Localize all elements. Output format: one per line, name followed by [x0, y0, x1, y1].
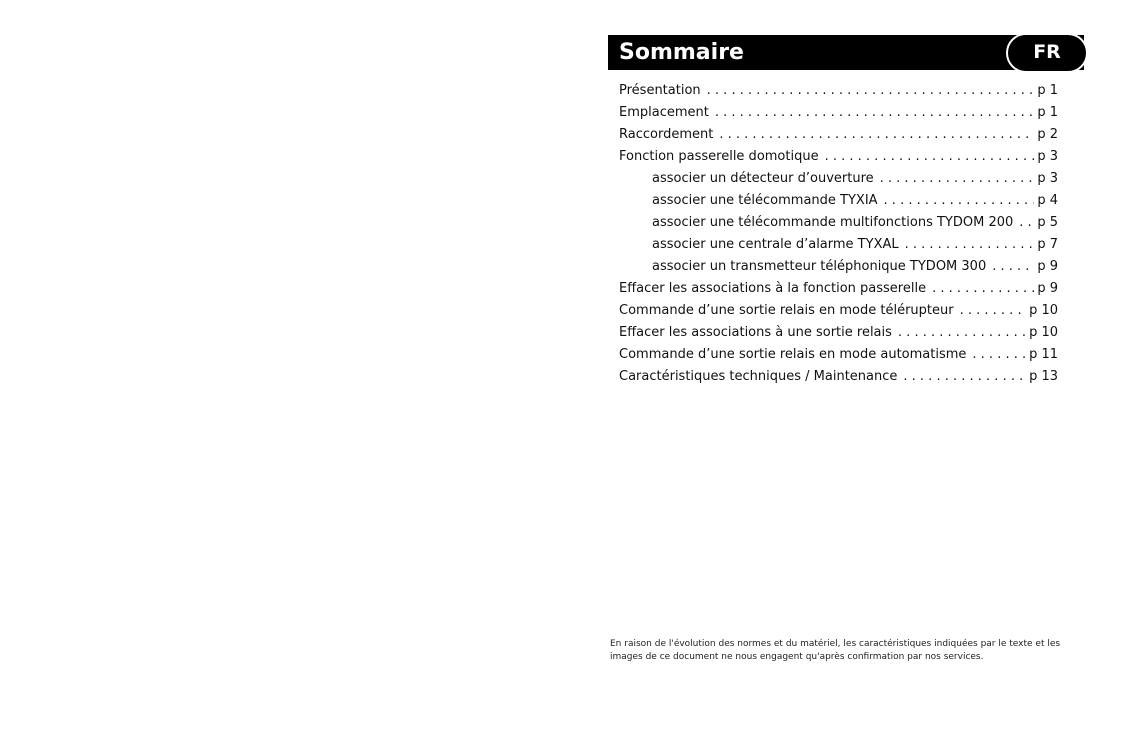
- toc-entry-label: Commande d’une sortie relais en mode télérupteur: [619, 303, 954, 318]
- toc-entry-page: p 2: [1037, 127, 1058, 142]
- toc-entry-label: associer un transmetteur téléphonique TYDOM 300: [652, 259, 987, 274]
- toc-dot-leader: [903, 366, 1026, 388]
- toc-dot-leader: [880, 168, 1035, 190]
- toc-entry-page: p 4: [1037, 193, 1058, 208]
- toc-dot-leader: [905, 234, 1035, 256]
- toc-dot-leader: [1019, 212, 1034, 234]
- toc-dot-leader: [992, 256, 1034, 278]
- table-of-contents: [619, 80, 1058, 388]
- toc-entry-page: p 5: [1037, 215, 1058, 230]
- toc-entry-page: p 7: [1037, 237, 1058, 252]
- toc-entry-page: p 13: [1029, 369, 1058, 384]
- page-title: Sommaire: [619, 40, 744, 65]
- toc-dot-leader: [715, 102, 1034, 124]
- toc-subentry: [619, 212, 1058, 234]
- toc-entry-page: p 3: [1037, 149, 1058, 164]
- toc-entry: [619, 124, 1058, 146]
- toc-entry-label: Emplacement: [619, 105, 709, 120]
- toc-entry-label: associer une télécommande TYXIA: [652, 193, 878, 208]
- toc-entry: [619, 322, 1058, 344]
- toc-dot-leader: [932, 278, 1034, 300]
- toc-subentry: [619, 256, 1058, 278]
- toc-entry-page: p 1: [1037, 83, 1058, 98]
- toc-entry: [619, 278, 1058, 300]
- toc-entry-label: associer un détecteur d’ouverture: [652, 171, 874, 186]
- toc-entry: [619, 300, 1058, 322]
- toc-entry: [619, 102, 1058, 124]
- toc-entry-page: p 9: [1037, 259, 1058, 274]
- toc-dot-leader: [898, 322, 1026, 344]
- toc-dot-leader: [972, 344, 1026, 366]
- toc-dot-leader: [719, 124, 1034, 146]
- toc-entry-label: Commande d’une sortie relais en mode automatisme: [619, 347, 967, 362]
- toc-entry-label: associer une télécommande multifonctions TYDOM 200: [652, 215, 1014, 230]
- toc-entry-label: Raccordement: [619, 127, 714, 142]
- toc-entry: [619, 146, 1058, 168]
- toc-subentry: [619, 234, 1058, 256]
- toc-entry-label: Présentation: [619, 83, 701, 98]
- toc-entry-page: p 1: [1037, 105, 1058, 120]
- toc-entry-label: associer une centrale d’alarme TYXAL: [652, 237, 899, 252]
- disclaimer-footnote: En raison de l'évolution des normes et du matériel, les caractéristiques indiquées par le texte et les images de ce document ne nous engagent qu'après confirmation par nos services.: [610, 639, 1061, 662]
- language-badge: FR: [1006, 33, 1088, 73]
- toc-entry-page: p 10: [1029, 325, 1058, 340]
- toc-subentry: [619, 168, 1058, 190]
- toc-entry-page: p 3: [1037, 171, 1058, 186]
- toc-entry-label: Fonction passerelle domotique: [619, 149, 819, 164]
- toc-dot-leader: [884, 190, 1035, 212]
- toc-entry: [619, 366, 1058, 388]
- toc-entry-label: Effacer les associations à la fonction passerelle: [619, 281, 927, 296]
- toc-entry-label: Effacer les associations à une sortie relais: [619, 325, 892, 340]
- toc-entry-page: p 11: [1029, 347, 1058, 362]
- toc-dot-leader: [707, 80, 1035, 102]
- toc-entry-page: p 9: [1037, 281, 1058, 296]
- toc-entry: [619, 80, 1058, 102]
- toc-entry: [619, 344, 1058, 366]
- toc-dot-leader: [960, 300, 1026, 322]
- toc-entry-label: Caractéristiques techniques / Maintenance: [619, 369, 898, 384]
- toc-dot-leader: [825, 146, 1035, 168]
- toc-subentry: [619, 190, 1058, 212]
- toc-entry-page: p 10: [1029, 303, 1058, 318]
